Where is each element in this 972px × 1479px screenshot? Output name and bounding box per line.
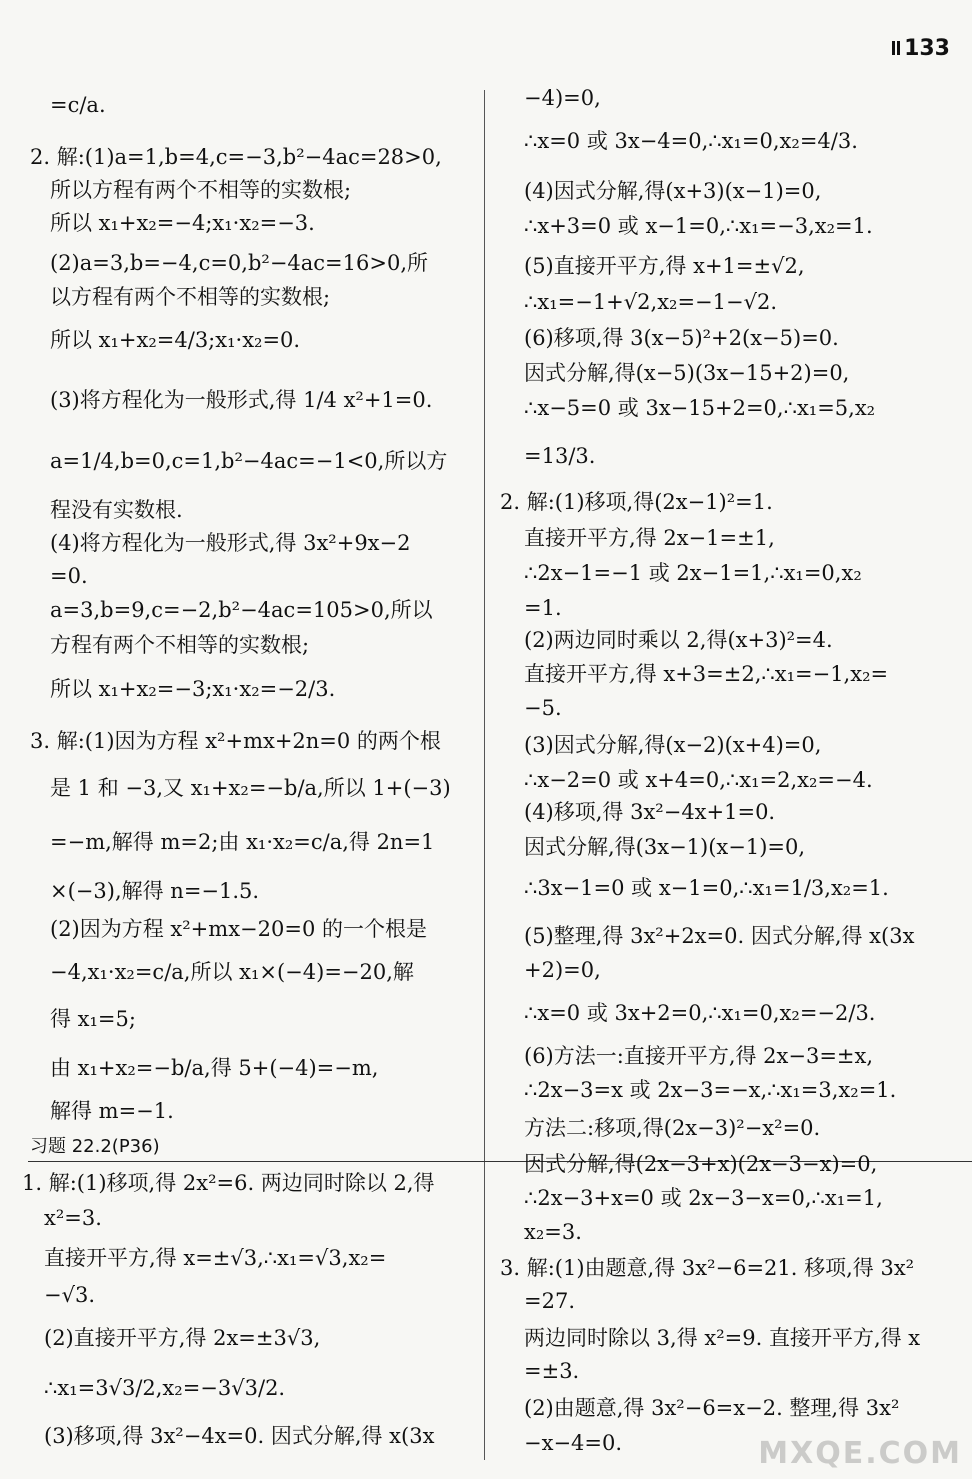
text-line: 因式分解,得(2x−3+x)(2x−3−x)=0, — [524, 1152, 878, 1176]
text-line: =±3. — [524, 1359, 580, 1383]
text-line: a=3,b=9,c=−2,b²−4ac=105>0,所以 — [50, 598, 433, 622]
text-line: 以方程有两个不相等的实数根; — [50, 285, 331, 309]
text-line: 方法二:移项,得(2x−3)²−x²=0. — [524, 1116, 821, 1140]
text-line: 因式分解,得(x−5)(3x−15+2)=0, — [524, 361, 850, 385]
text-line: (2)由题意,得 3x²−6=x−2. 整理,得 3x² — [524, 1396, 900, 1420]
text-line: (4)将方程化为一般形式,得 3x²+9x−2 — [50, 531, 411, 555]
text-line: =27. — [524, 1289, 575, 1313]
watermark: MXQE.COM — [758, 1436, 962, 1471]
text-line: 所以 x₁+x₂=−4;x₁·x₂=−3. — [50, 211, 315, 235]
text-line: −√3. — [44, 1283, 96, 1307]
text-line: 所以 x₁+x₂=−3;x₁·x₂=−2/3. — [50, 677, 336, 701]
text-line: 直接开平方,得 2x−1=±1, — [524, 526, 775, 550]
text-line: ∴3x−1=0 或 x−1=0,∴x₁=1/3,x₂=1. — [524, 876, 889, 900]
text-line: (4)因式分解,得(x+3)(x−1)=0, — [524, 179, 822, 203]
text-line: (5)直接开平方,得 x+1=±√2, — [524, 254, 805, 278]
text-line: 两边同时除以 3,得 x²=9. 直接开平方,得 x — [524, 1326, 921, 1350]
text-line: 程没有实数根. — [50, 498, 183, 522]
text-line: (4)移项,得 3x²−4x+1=0. — [524, 800, 776, 824]
text-line: 3. 解:(1)因为方程 x²+mx+2n=0 的两个根 — [30, 729, 441, 753]
text-line: (3)将方程化为一般形式,得 1/4 x²+1=0. — [50, 388, 433, 412]
text-line: a=1/4,b=0,c=1,b²−4ac=−1<0,所以方 — [50, 449, 448, 473]
text-line: 所以 x₁+x₂=4/3;x₁·x₂=0. — [50, 328, 301, 352]
text-line: x²=3. — [44, 1206, 102, 1230]
text-line: +2)=0, — [524, 958, 601, 982]
text-line: (5)整理,得 3x²+2x=0. 因式分解,得 x(3x — [524, 924, 915, 948]
text-line: −4,x₁·x₂=c/a,所以 x₁×(−4)=−20,解 — [50, 960, 414, 984]
text-line: (2)两边同时乘以 2,得(x+3)²=4. — [524, 628, 833, 652]
text-line: =c/a. — [50, 93, 106, 117]
text-line: ∴2x−1=−1 或 2x−1=1,∴x₁=0,x₂ — [524, 561, 862, 585]
text-line: 1. 解:(1)移项,得 2x²=6. 两边同时除以 2,得 — [22, 1171, 435, 1195]
text-line: (6)方法一:直接开平方,得 2x−3=±x, — [524, 1044, 874, 1068]
text-line: 2. 解:(1)a=1,b=4,c=−3,b²−4ac=28>0, — [30, 145, 442, 169]
text-line: x₂=3. — [524, 1220, 582, 1244]
text-line: =13/3. — [524, 444, 596, 468]
text-line: =−m,解得 m=2;由 x₁·x₂=c/a,得 2n=1 — [50, 830, 435, 854]
text-line: 是 1 和 −3,又 x₁+x₂=−b/a,所以 1+(−3) — [50, 776, 451, 800]
text-line: 因式分解,得(3x−1)(x−1)=0, — [524, 835, 806, 859]
text-line: 直接开平方,得 x=±√3,∴x₁=√3,x₂= — [44, 1246, 387, 1270]
text-line: ∴x−5=0 或 3x−15+2=0,∴x₁=5,x₂ — [524, 396, 876, 420]
column-divider — [484, 90, 485, 1460]
text-line: (2)a=3,b=−4,c=0,b²−4ac=16>0,所 — [50, 251, 429, 275]
text-line: ∴2x−3+x=0 或 2x−3−x=0,∴x₁=1, — [524, 1186, 883, 1210]
text-line: ×(−3),解得 n=−1.5. — [50, 879, 260, 903]
text-line: 3. 解:(1)由题意,得 3x²−6=21. 移项,得 3x² — [500, 1256, 915, 1280]
text-line: ∴x=0 或 3x−4=0,∴x₁=0,x₂=4/3. — [524, 129, 858, 153]
text-line: −4)=0, — [524, 86, 601, 110]
text-line: 方程有两个不相等的实数根; — [50, 633, 310, 657]
text-line: ∴2x−3=x 或 2x−3=−x,∴x₁=3,x₂=1. — [524, 1078, 897, 1102]
section-heading: 习题 22.2(P36) — [30, 1136, 160, 1157]
text-line: (3)移项,得 3x²−4x=0. 因式分解,得 x(3x — [44, 1424, 435, 1448]
text-line: 2. 解:(1)移项,得(2x−1)²=1. — [500, 490, 773, 514]
text-line: (2)直接开平方,得 2x=±3√3, — [44, 1326, 321, 1350]
text-line: ∴x=0 或 3x+2=0,∴x₁=0,x₂=−2/3. — [524, 1001, 876, 1025]
text-line: −5. — [524, 696, 562, 720]
text-line: 解得 m=−1. — [50, 1099, 174, 1123]
text-line: −x−4=0. — [524, 1431, 623, 1455]
text-line: =0. — [50, 564, 88, 588]
text-line: ∴x+3=0 或 x−1=0,∴x₁=−3,x₂=1. — [524, 214, 873, 238]
text-line: =1. — [524, 596, 562, 620]
text-line: 得 x₁=5; — [50, 1007, 136, 1031]
text-line: 所以方程有两个不相等的实数根; — [50, 178, 352, 202]
text-line: (3)因式分解,得(x−2)(x+4)=0, — [524, 733, 822, 757]
text-line: ∴x₁=3√3/2,x₂=−3√3/2. — [44, 1376, 286, 1400]
text-line: ∴x−2=0 或 x+4=0,∴x₁=2,x₂=−4. — [524, 768, 873, 792]
page-marker-icon — [892, 41, 900, 55]
text-line: (2)因为方程 x²+mx−20=0 的一个根是 — [50, 917, 427, 941]
page-number: 133 — [892, 36, 950, 61]
text-line: ∴x₁=−1+√2,x₂=−1−√2. — [524, 290, 778, 314]
text-line: 直接开平方,得 x+3=±2,∴x₁=−1,x₂= — [524, 662, 889, 686]
text-line: (6)移项,得 3(x−5)²+2(x−5)=0. — [524, 326, 839, 350]
text-line: 由 x₁+x₂=−b/a,得 5+(−4)=−m, — [50, 1056, 379, 1080]
